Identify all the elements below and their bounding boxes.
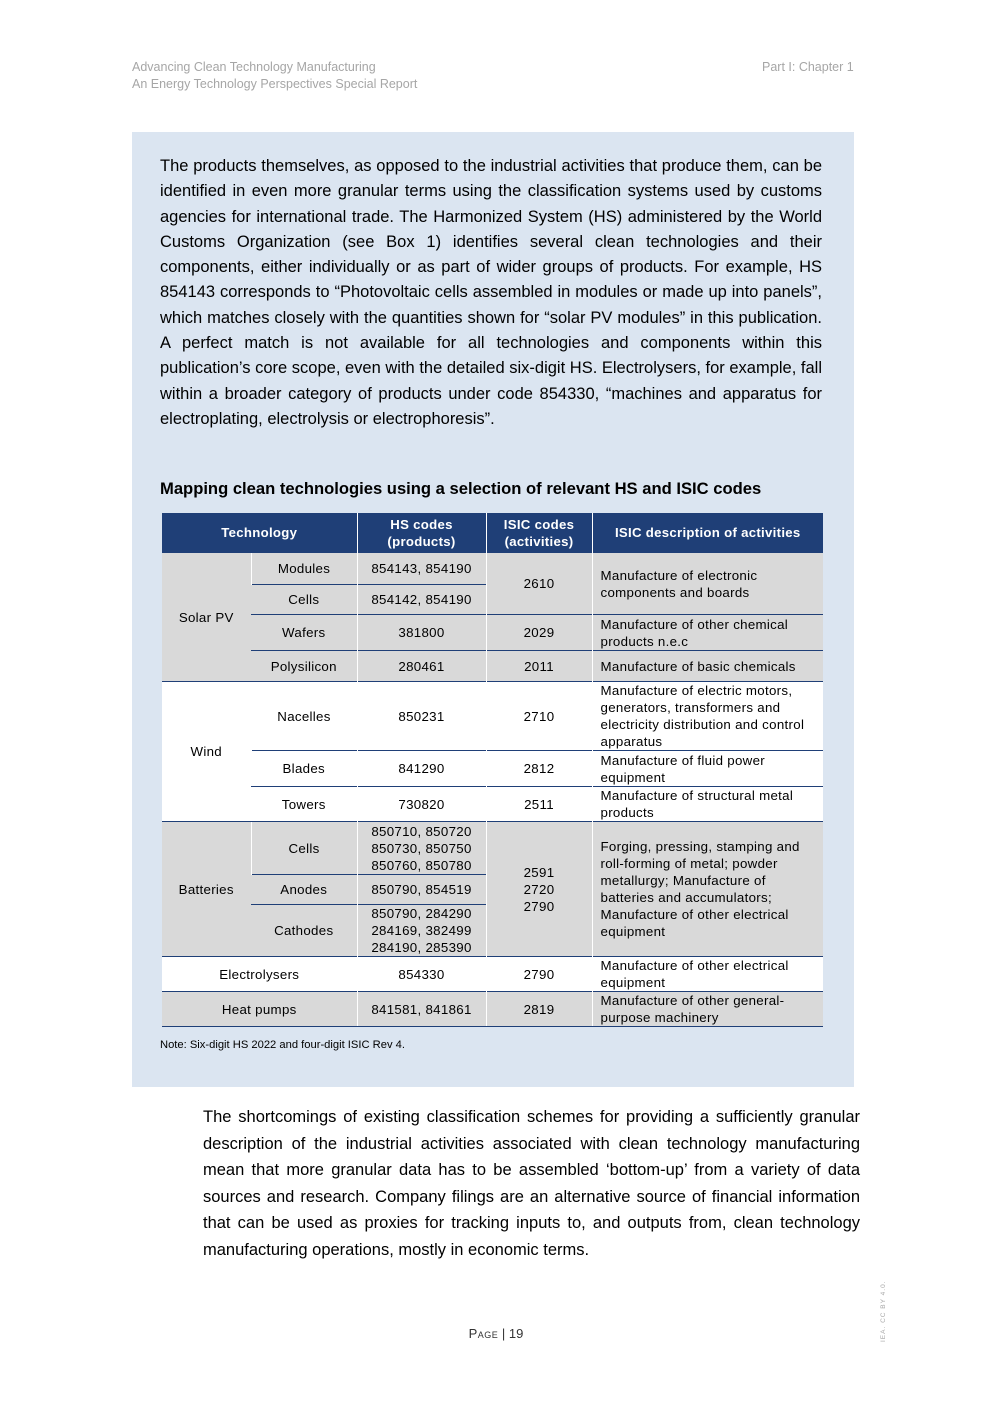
header-hs-codes: HS codes (products) [357, 513, 486, 553]
hs-line: 850760, 850780 [371, 857, 472, 873]
header-isic-codes: ISIC codes (activities) [486, 513, 592, 553]
description-cell: Manufacture of other electrical equipment [592, 957, 823, 992]
isic-line: 2591 [523, 864, 555, 880]
table-row [162, 682, 823, 751]
component-cell: Cathodes [251, 905, 357, 957]
isic-cell: 2011 [486, 651, 592, 682]
table-row [162, 651, 823, 682]
isic-cell: 2610 [486, 553, 592, 615]
table-row [162, 787, 823, 822]
hs-cell: 381800 [357, 615, 486, 651]
box-paragraph: The products themselves, as opposed to the industrial activities that produce them, can be identified in even more granular terms using the classification systems used by customs agencies for international trade. The Harmonized System (HS) administered by the World Customs Organization (see Box 1) identifies several clean technologies and their components, either individually or as part of wider groups of products. For example, HS 854143 corresponds to “Photovoltaic cells assembled in modules or made up into panels”, which matches closely with the quantities shown for “solar PV modules” in this publication. A perfect match is not available for all technologies and components within this publication’s core scope, even with the detailed six-digit HS. Electrolysers, for example, fall within a broader category of products under code 854330, “machines and apparatus for electroplating, electrolysis or electrophoresis”. [160, 157, 822, 428]
group-wind: Wind [162, 682, 251, 822]
hs-cell: 280461 [357, 651, 486, 682]
page-separator: | [498, 1326, 509, 1341]
hs-cell: 841581, 841861 [357, 992, 486, 1027]
component-cell: Polysilicon [251, 651, 357, 682]
description-cell: Manufacture of electronic components and boards [592, 553, 823, 615]
table-row [162, 957, 823, 992]
component-cell: Cells [251, 822, 357, 875]
isic-cell: 2710 [486, 682, 592, 751]
hs-cell: 854142, 854190 [357, 585, 486, 615]
hs-line: 850730, 850750 [371, 840, 472, 856]
body-paragraph: The shortcomings of existing classification schemes for providing a sufficiently granular description of the industrial activities associated with clean technology manufacturing mean that more granular data has to be assembled ‘bottom-up’ from a variety of data sources and research. Company filings are an alternative source of financial information that can be used as proxies for tracking inputs to, and outputs from, clean technology manufacturing operations, mostly in economic terms. [203, 1108, 860, 1259]
description-cell: Manufacture of basic chemicals [592, 651, 823, 682]
component-cell: Anodes [251, 875, 357, 905]
license-text: IEA. CC BY 4.0. [880, 1280, 887, 1342]
table-row [162, 822, 823, 875]
table-header-row [162, 513, 823, 553]
header-isic-description: ISIC description of activities [592, 513, 823, 553]
hs-cell: 850231 [357, 682, 486, 751]
description-cell: Manufacture of fluid power equipment [592, 751, 823, 787]
component-cell: Towers [251, 787, 357, 822]
report-subtitle: An Energy Technology Perspectives Special Report [132, 77, 418, 91]
description-cell: Forging, pressing, stamping and roll-forming of metal; powder metallurgy; Manufacture of batteries and accumulators; Manufacture of other electrical equipment [592, 822, 823, 957]
isic-cell: 2812 [486, 751, 592, 787]
running-header [132, 59, 417, 93]
page-footer [0, 1326, 992, 1341]
hs-cell [357, 905, 486, 957]
description-cell: Manufacture of other chemical products n.e.c [592, 615, 823, 651]
component-cell: Nacelles [251, 682, 357, 751]
technology-cell: Heat pumps [162, 992, 357, 1027]
component-cell: Cells [251, 585, 357, 615]
page-number: 19 [508, 1326, 524, 1341]
hs-cell: 730820 [357, 787, 486, 822]
hs-line: 284169, 382499 [371, 923, 472, 938]
page-label: Page [468, 1326, 499, 1341]
hs-line: 284190, 285390 [371, 940, 472, 955]
group-batteries: Batteries [162, 822, 251, 957]
isic-cell: 2029 [486, 615, 592, 651]
table-row [162, 615, 823, 651]
report-title: Advancing Clean Technology Manufacturing [132, 60, 376, 74]
component-cell: Wafers [251, 615, 357, 651]
hs-cell: 841290 [357, 751, 486, 787]
info-box [132, 132, 854, 1087]
hs-cell: 854143, 854190 [357, 553, 486, 585]
table-note: Note: Six-digit HS 2022 and four-digit ISIC Rev 4. [160, 1039, 405, 1051]
technology-cell: Electrolysers [162, 957, 357, 992]
description-cell: Manufacture of structural metal products [592, 787, 823, 822]
description-cell: Manufacture of electric motors, generators, transformers and electricity distribution and control apparatus [592, 682, 823, 751]
isic-line: 2720 [523, 881, 555, 897]
description-cell: Manufacture of other general-purpose machinery [592, 992, 823, 1027]
isic-line: 2790 [523, 898, 555, 914]
component-cell: Blades [251, 751, 357, 787]
table-row [162, 751, 823, 787]
section-label: Part I: Chapter 1 [762, 60, 854, 74]
header-technology: Technology [162, 513, 357, 553]
hs-cell: 850790, 854519 [357, 875, 486, 905]
isic-cell: 2511 [486, 787, 592, 822]
table-row [162, 553, 823, 585]
group-solar-pv: Solar PV [162, 553, 251, 682]
hs-line: 850710, 850720 [371, 823, 472, 839]
isic-cell: 2819 [486, 992, 592, 1027]
classification-table [162, 513, 823, 1027]
hs-cell [357, 822, 486, 875]
component-cell: Modules [251, 553, 357, 585]
hs-cell: 854330 [357, 957, 486, 992]
isic-cell [486, 822, 592, 957]
isic-cell: 2790 [486, 957, 592, 992]
hs-line: 850790, 284290 [371, 906, 472, 921]
table-title: Mapping clean technologies using a selection of relevant HS and ISIC codes [160, 479, 762, 498]
table-row [162, 992, 823, 1027]
